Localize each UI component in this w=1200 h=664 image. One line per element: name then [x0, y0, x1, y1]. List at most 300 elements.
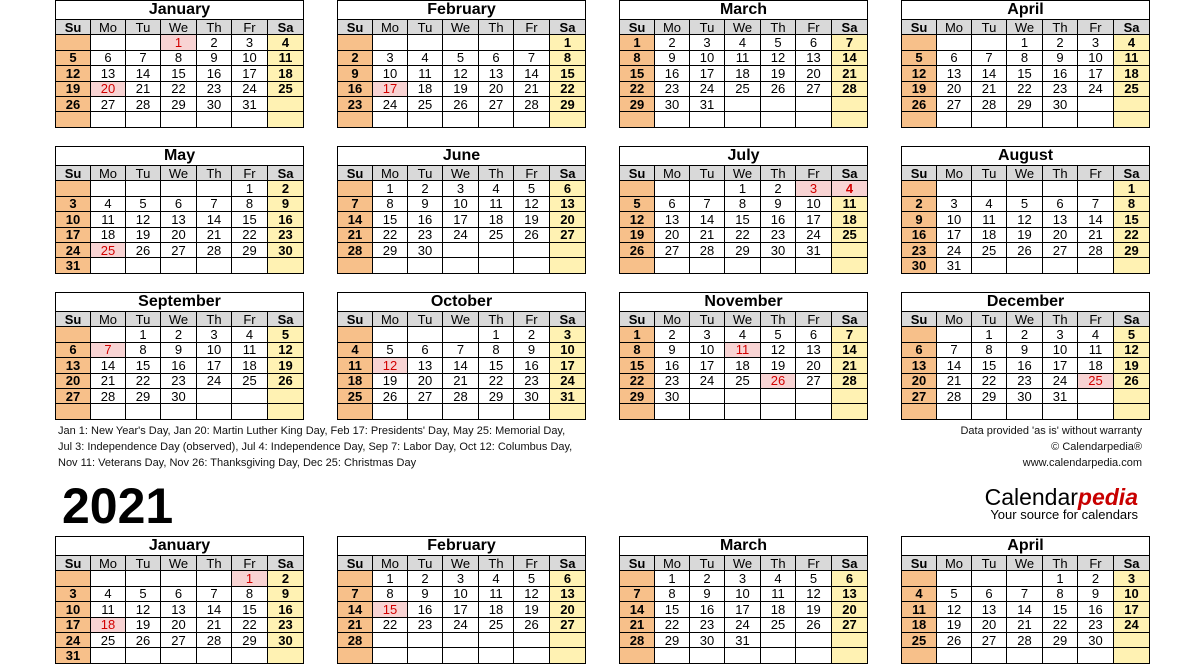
- day-cell[interactable]: 2: [514, 327, 550, 342]
- day-cell[interactable]: 24: [690, 373, 725, 388]
- day-cell[interactable]: 27: [550, 227, 586, 242]
- day-cell[interactable]: 8: [373, 586, 408, 601]
- day-cell[interactable]: 18: [232, 358, 268, 373]
- day-cell[interactable]: 5: [268, 327, 304, 342]
- day-cell[interactable]: 1: [1007, 35, 1043, 50]
- day-cell[interactable]: 20: [550, 212, 586, 227]
- day-cell[interactable]: 3: [1078, 35, 1114, 50]
- day-cell[interactable]: 21: [832, 358, 868, 373]
- day-cell[interactable]: 7: [1007, 586, 1043, 601]
- day-cell[interactable]: 11: [408, 66, 443, 81]
- day-cell[interactable]: 14: [91, 358, 126, 373]
- day-cell[interactable]: 12: [56, 66, 91, 81]
- day-cell[interactable]: 12: [620, 212, 655, 227]
- day-cell[interactable]: 1: [161, 35, 197, 50]
- day-cell[interactable]: 9: [902, 212, 937, 227]
- day-cell[interactable]: 25: [761, 617, 796, 632]
- day-cell[interactable]: 7: [1078, 196, 1114, 211]
- day-cell[interactable]: 25: [725, 81, 761, 96]
- day-cell[interactable]: 4: [725, 327, 761, 342]
- day-cell[interactable]: 10: [56, 602, 91, 617]
- day-cell[interactable]: 19: [514, 602, 550, 617]
- day-cell[interactable]: 19: [902, 81, 937, 96]
- day-cell[interactable]: 10: [443, 196, 479, 211]
- day-cell[interactable]: 13: [655, 212, 690, 227]
- day-cell[interactable]: 13: [972, 602, 1007, 617]
- day-cell[interactable]: 29: [1043, 632, 1078, 647]
- day-cell[interactable]: 14: [1078, 212, 1114, 227]
- day-cell[interactable]: 11: [1114, 50, 1150, 65]
- day-cell[interactable]: 9: [1043, 50, 1078, 65]
- day-cell[interactable]: 9: [1078, 586, 1114, 601]
- day-cell[interactable]: 9: [655, 342, 690, 357]
- day-cell[interactable]: 3: [443, 181, 479, 196]
- day-cell[interactable]: 14: [832, 342, 868, 357]
- day-cell[interactable]: 9: [655, 50, 690, 65]
- day-cell[interactable]: 29: [655, 632, 690, 647]
- day-cell[interactable]: 25: [725, 373, 761, 388]
- day-cell[interactable]: 27: [902, 388, 937, 403]
- day-cell[interactable]: 5: [514, 571, 550, 586]
- day-cell[interactable]: 1: [479, 327, 514, 342]
- day-cell[interactable]: 8: [232, 586, 268, 601]
- day-cell[interactable]: 5: [937, 586, 972, 601]
- day-cell[interactable]: 10: [443, 586, 479, 601]
- day-cell[interactable]: 28: [832, 81, 868, 96]
- day-cell[interactable]: 16: [338, 81, 373, 96]
- day-cell[interactable]: 7: [514, 50, 550, 65]
- day-cell[interactable]: 9: [161, 342, 197, 357]
- day-cell[interactable]: 30: [655, 388, 690, 403]
- day-cell[interactable]: 13: [937, 66, 972, 81]
- day-cell[interactable]: 15: [232, 602, 268, 617]
- day-cell[interactable]: 27: [796, 81, 832, 96]
- day-cell[interactable]: 29: [550, 96, 586, 111]
- day-cell[interactable]: 21: [197, 617, 232, 632]
- day-cell[interactable]: 18: [725, 358, 761, 373]
- day-cell[interactable]: 13: [832, 586, 868, 601]
- day-cell[interactable]: 7: [91, 342, 126, 357]
- day-cell[interactable]: 7: [620, 586, 655, 601]
- day-cell[interactable]: 28: [1007, 632, 1043, 647]
- day-cell[interactable]: 10: [1114, 586, 1150, 601]
- day-cell[interactable]: 6: [796, 327, 832, 342]
- day-cell[interactable]: 4: [1078, 327, 1114, 342]
- day-cell[interactable]: 23: [514, 373, 550, 388]
- day-cell[interactable]: 27: [832, 617, 868, 632]
- day-cell[interactable]: 1: [1043, 571, 1078, 586]
- day-cell[interactable]: 14: [197, 212, 232, 227]
- day-cell[interactable]: 18: [1078, 358, 1114, 373]
- day-cell[interactable]: 17: [937, 227, 972, 242]
- day-cell[interactable]: 17: [1114, 602, 1150, 617]
- day-cell[interactable]: 3: [690, 327, 725, 342]
- day-cell[interactable]: 30: [408, 242, 443, 257]
- day-cell[interactable]: 13: [1043, 212, 1078, 227]
- day-cell[interactable]: 16: [1007, 358, 1043, 373]
- day-cell[interactable]: 26: [514, 617, 550, 632]
- day-cell[interactable]: 2: [761, 181, 796, 196]
- day-cell[interactable]: 30: [268, 632, 304, 647]
- day-cell[interactable]: 7: [937, 342, 972, 357]
- day-cell[interactable]: 10: [690, 50, 725, 65]
- day-cell[interactable]: 5: [56, 50, 91, 65]
- day-cell[interactable]: 26: [761, 373, 796, 388]
- day-cell[interactable]: 19: [1114, 358, 1150, 373]
- day-cell[interactable]: 9: [690, 586, 725, 601]
- day-cell[interactable]: 10: [550, 342, 586, 357]
- day-cell[interactable]: 16: [655, 66, 690, 81]
- day-cell[interactable]: 26: [56, 96, 91, 111]
- day-cell[interactable]: 23: [1007, 373, 1043, 388]
- day-cell[interactable]: 4: [902, 586, 937, 601]
- day-cell[interactable]: 26: [1114, 373, 1150, 388]
- day-cell[interactable]: 7: [197, 196, 232, 211]
- day-cell[interactable]: 27: [91, 96, 126, 111]
- day-cell[interactable]: 5: [126, 196, 161, 211]
- day-cell[interactable]: 18: [902, 617, 937, 632]
- day-cell[interactable]: 21: [514, 81, 550, 96]
- day-cell[interactable]: 14: [832, 50, 868, 65]
- day-cell[interactable]: 8: [1114, 196, 1150, 211]
- day-cell[interactable]: 18: [91, 617, 126, 632]
- day-cell[interactable]: 28: [620, 632, 655, 647]
- day-cell[interactable]: 6: [161, 196, 197, 211]
- day-cell[interactable]: 26: [937, 632, 972, 647]
- day-cell[interactable]: 23: [197, 81, 232, 96]
- day-cell[interactable]: 4: [338, 342, 373, 357]
- day-cell[interactable]: 7: [832, 35, 868, 50]
- day-cell[interactable]: 8: [479, 342, 514, 357]
- day-cell[interactable]: 16: [761, 212, 796, 227]
- day-cell[interactable]: 20: [832, 602, 868, 617]
- day-cell[interactable]: 14: [690, 212, 725, 227]
- day-cell[interactable]: 31: [725, 632, 761, 647]
- day-cell[interactable]: 17: [690, 66, 725, 81]
- day-cell[interactable]: 6: [161, 586, 197, 601]
- day-cell[interactable]: 24: [1114, 617, 1150, 632]
- day-cell[interactable]: 2: [408, 181, 443, 196]
- day-cell[interactable]: 13: [408, 358, 443, 373]
- day-cell[interactable]: 1: [232, 571, 268, 586]
- day-cell[interactable]: 12: [1114, 342, 1150, 357]
- day-cell[interactable]: 31: [937, 258, 972, 273]
- day-cell[interactable]: 17: [1078, 66, 1114, 81]
- day-cell[interactable]: 16: [408, 212, 443, 227]
- day-cell[interactable]: 15: [1114, 212, 1150, 227]
- day-cell[interactable]: 15: [373, 212, 408, 227]
- day-cell[interactable]: 18: [268, 66, 304, 81]
- day-cell[interactable]: 10: [1043, 342, 1078, 357]
- day-cell[interactable]: 23: [655, 373, 690, 388]
- day-cell[interactable]: 6: [550, 181, 586, 196]
- day-cell[interactable]: 12: [443, 66, 479, 81]
- day-cell[interactable]: 3: [197, 327, 232, 342]
- day-cell[interactable]: 17: [56, 227, 91, 242]
- day-cell[interactable]: 9: [268, 586, 304, 601]
- day-cell[interactable]: 2: [268, 571, 304, 586]
- day-cell[interactable]: 29: [126, 388, 161, 403]
- day-cell[interactable]: 6: [832, 571, 868, 586]
- day-cell[interactable]: 11: [761, 586, 796, 601]
- day-cell[interactable]: 12: [126, 212, 161, 227]
- day-cell[interactable]: 16: [902, 227, 937, 242]
- day-cell[interactable]: 11: [972, 212, 1007, 227]
- day-cell[interactable]: 23: [1043, 81, 1078, 96]
- day-cell[interactable]: 14: [443, 358, 479, 373]
- day-cell[interactable]: 30: [1007, 388, 1043, 403]
- day-cell[interactable]: 2: [268, 181, 304, 196]
- day-cell[interactable]: 27: [972, 632, 1007, 647]
- day-cell[interactable]: 17: [197, 358, 232, 373]
- day-cell[interactable]: 18: [479, 602, 514, 617]
- day-cell[interactable]: 1: [126, 327, 161, 342]
- day-cell[interactable]: 24: [796, 227, 832, 242]
- day-cell[interactable]: 30: [161, 388, 197, 403]
- day-cell[interactable]: 18: [972, 227, 1007, 242]
- day-cell[interactable]: 14: [197, 602, 232, 617]
- day-cell[interactable]: 4: [268, 35, 304, 50]
- day-cell[interactable]: 5: [373, 342, 408, 357]
- day-cell[interactable]: 7: [126, 50, 161, 65]
- day-cell[interactable]: 15: [620, 66, 655, 81]
- day-cell[interactable]: 17: [443, 212, 479, 227]
- day-cell[interactable]: 13: [796, 342, 832, 357]
- day-cell[interactable]: 19: [514, 212, 550, 227]
- day-cell[interactable]: 28: [338, 242, 373, 257]
- day-cell[interactable]: 1: [373, 181, 408, 196]
- day-cell[interactable]: 26: [443, 96, 479, 111]
- day-cell[interactable]: 4: [91, 586, 126, 601]
- day-cell[interactable]: 16: [408, 602, 443, 617]
- day-cell[interactable]: 9: [268, 196, 304, 211]
- day-cell[interactable]: 6: [408, 342, 443, 357]
- day-cell[interactable]: 6: [56, 342, 91, 357]
- day-cell[interactable]: 1: [232, 181, 268, 196]
- day-cell[interactable]: 15: [232, 212, 268, 227]
- day-cell[interactable]: 23: [161, 373, 197, 388]
- day-cell[interactable]: 10: [56, 212, 91, 227]
- day-cell[interactable]: 6: [796, 35, 832, 50]
- day-cell[interactable]: 6: [972, 586, 1007, 601]
- day-cell[interactable]: 6: [550, 571, 586, 586]
- day-cell[interactable]: 24: [443, 617, 479, 632]
- day-cell[interactable]: 10: [373, 66, 408, 81]
- day-cell[interactable]: 5: [443, 50, 479, 65]
- day-cell[interactable]: 23: [268, 227, 304, 242]
- day-cell[interactable]: 25: [91, 632, 126, 647]
- day-cell[interactable]: 23: [902, 242, 937, 257]
- day-cell[interactable]: 22: [972, 373, 1007, 388]
- day-cell[interactable]: 23: [408, 227, 443, 242]
- day-cell[interactable]: 24: [1043, 373, 1078, 388]
- day-cell[interactable]: 26: [796, 617, 832, 632]
- day-cell[interactable]: 15: [373, 602, 408, 617]
- day-cell[interactable]: 19: [620, 227, 655, 242]
- day-cell[interactable]: 22: [373, 617, 408, 632]
- day-cell[interactable]: 3: [232, 35, 268, 50]
- day-cell[interactable]: 24: [550, 373, 586, 388]
- day-cell[interactable]: 9: [514, 342, 550, 357]
- day-cell[interactable]: 23: [690, 617, 725, 632]
- day-cell[interactable]: 10: [232, 50, 268, 65]
- day-cell[interactable]: 31: [232, 96, 268, 111]
- day-cell[interactable]: 28: [1078, 242, 1114, 257]
- day-cell[interactable]: 12: [796, 586, 832, 601]
- day-cell[interactable]: 31: [1043, 388, 1078, 403]
- day-cell[interactable]: 20: [796, 358, 832, 373]
- day-cell[interactable]: 30: [902, 258, 937, 273]
- day-cell[interactable]: 18: [725, 66, 761, 81]
- day-cell[interactable]: 25: [91, 242, 126, 257]
- day-cell[interactable]: 7: [972, 50, 1007, 65]
- day-cell[interactable]: 29: [479, 388, 514, 403]
- day-cell[interactable]: 26: [373, 388, 408, 403]
- day-cell[interactable]: 22: [232, 227, 268, 242]
- day-cell[interactable]: 23: [655, 81, 690, 96]
- day-cell[interactable]: 15: [972, 358, 1007, 373]
- day-cell[interactable]: 22: [620, 373, 655, 388]
- day-cell[interactable]: 7: [338, 586, 373, 601]
- day-cell[interactable]: 30: [761, 242, 796, 257]
- day-cell[interactable]: 10: [1078, 50, 1114, 65]
- day-cell[interactable]: 20: [161, 227, 197, 242]
- day-cell[interactable]: 24: [56, 242, 91, 257]
- day-cell[interactable]: 9: [338, 66, 373, 81]
- day-cell[interactable]: 11: [479, 586, 514, 601]
- day-cell[interactable]: 11: [268, 50, 304, 65]
- day-cell[interactable]: 8: [373, 196, 408, 211]
- day-cell[interactable]: 6: [937, 50, 972, 65]
- day-cell[interactable]: 12: [761, 342, 796, 357]
- day-cell[interactable]: 13: [479, 66, 514, 81]
- day-cell[interactable]: 17: [1043, 358, 1078, 373]
- day-cell[interactable]: 28: [197, 632, 232, 647]
- day-cell[interactable]: 21: [197, 227, 232, 242]
- day-cell[interactable]: 16: [655, 358, 690, 373]
- day-cell[interactable]: 30: [1043, 96, 1078, 111]
- day-cell[interactable]: 25: [408, 96, 443, 111]
- day-cell[interactable]: 26: [514, 227, 550, 242]
- day-cell[interactable]: 21: [338, 227, 373, 242]
- day-cell[interactable]: 20: [161, 617, 197, 632]
- day-cell[interactable]: 27: [479, 96, 514, 111]
- day-cell[interactable]: 2: [197, 35, 232, 50]
- day-cell[interactable]: 10: [197, 342, 232, 357]
- day-cell[interactable]: 12: [268, 342, 304, 357]
- day-cell[interactable]: 31: [56, 258, 91, 273]
- day-cell[interactable]: 2: [1007, 327, 1043, 342]
- day-cell[interactable]: 24: [725, 617, 761, 632]
- day-cell[interactable]: 4: [832, 181, 868, 196]
- day-cell[interactable]: 20: [91, 81, 126, 96]
- day-cell[interactable]: 30: [690, 632, 725, 647]
- day-cell[interactable]: 30: [655, 96, 690, 111]
- day-cell[interactable]: 8: [550, 50, 586, 65]
- day-cell[interactable]: 3: [796, 181, 832, 196]
- day-cell[interactable]: 19: [761, 66, 796, 81]
- day-cell[interactable]: 2: [338, 50, 373, 65]
- day-cell[interactable]: 31: [796, 242, 832, 257]
- day-cell[interactable]: 12: [937, 602, 972, 617]
- day-cell[interactable]: 17: [550, 358, 586, 373]
- day-cell[interactable]: 13: [550, 196, 586, 211]
- day-cell[interactable]: 28: [972, 96, 1007, 111]
- day-cell[interactable]: 15: [161, 66, 197, 81]
- day-cell[interactable]: 31: [690, 96, 725, 111]
- day-cell[interactable]: 8: [655, 586, 690, 601]
- day-cell[interactable]: 16: [268, 602, 304, 617]
- day-cell[interactable]: 28: [443, 388, 479, 403]
- day-cell[interactable]: 11: [725, 50, 761, 65]
- day-cell[interactable]: 11: [725, 342, 761, 357]
- day-cell[interactable]: 21: [91, 373, 126, 388]
- day-cell[interactable]: 28: [197, 242, 232, 257]
- day-cell[interactable]: 27: [937, 96, 972, 111]
- day-cell[interactable]: 25: [1114, 81, 1150, 96]
- day-cell[interactable]: 8: [126, 342, 161, 357]
- day-cell[interactable]: 29: [972, 388, 1007, 403]
- day-cell[interactable]: 8: [972, 342, 1007, 357]
- day-cell[interactable]: 9: [408, 586, 443, 601]
- day-cell[interactable]: 21: [620, 617, 655, 632]
- day-cell[interactable]: 1: [620, 35, 655, 50]
- day-cell[interactable]: 20: [937, 81, 972, 96]
- day-cell[interactable]: 12: [902, 66, 937, 81]
- day-cell[interactable]: 14: [937, 358, 972, 373]
- day-cell[interactable]: 21: [937, 373, 972, 388]
- day-cell[interactable]: 2: [655, 35, 690, 50]
- day-cell[interactable]: 22: [479, 373, 514, 388]
- day-cell[interactable]: 11: [91, 212, 126, 227]
- day-cell[interactable]: 8: [1043, 586, 1078, 601]
- day-cell[interactable]: 22: [1043, 617, 1078, 632]
- day-cell[interactable]: 20: [1043, 227, 1078, 242]
- day-cell[interactable]: 23: [1078, 617, 1114, 632]
- day-cell[interactable]: 12: [126, 602, 161, 617]
- day-cell[interactable]: 3: [443, 571, 479, 586]
- day-cell[interactable]: 22: [1114, 227, 1150, 242]
- day-cell[interactable]: 25: [338, 388, 373, 403]
- day-cell[interactable]: 14: [338, 212, 373, 227]
- day-cell[interactable]: 26: [126, 632, 161, 647]
- day-cell[interactable]: 18: [761, 602, 796, 617]
- day-cell[interactable]: 29: [232, 242, 268, 257]
- day-cell[interactable]: 16: [268, 212, 304, 227]
- day-cell[interactable]: 24: [937, 242, 972, 257]
- day-cell[interactable]: 1: [1114, 181, 1150, 196]
- day-cell[interactable]: 10: [796, 196, 832, 211]
- day-cell[interactable]: 14: [1007, 602, 1043, 617]
- day-cell[interactable]: 8: [620, 342, 655, 357]
- day-cell[interactable]: 18: [1114, 66, 1150, 81]
- day-cell[interactable]: 21: [126, 81, 161, 96]
- day-cell[interactable]: 29: [161, 96, 197, 111]
- day-cell[interactable]: 4: [972, 196, 1007, 211]
- day-cell[interactable]: 5: [902, 50, 937, 65]
- day-cell[interactable]: 9: [408, 196, 443, 211]
- day-cell[interactable]: 19: [126, 227, 161, 242]
- day-cell[interactable]: 4: [232, 327, 268, 342]
- day-cell[interactable]: 22: [161, 81, 197, 96]
- day-cell[interactable]: 2: [161, 327, 197, 342]
- day-cell[interactable]: 14: [972, 66, 1007, 81]
- day-cell[interactable]: 7: [443, 342, 479, 357]
- day-cell[interactable]: 8: [232, 196, 268, 211]
- day-cell[interactable]: 1: [725, 181, 761, 196]
- day-cell[interactable]: 25: [479, 617, 514, 632]
- day-cell[interactable]: 21: [338, 617, 373, 632]
